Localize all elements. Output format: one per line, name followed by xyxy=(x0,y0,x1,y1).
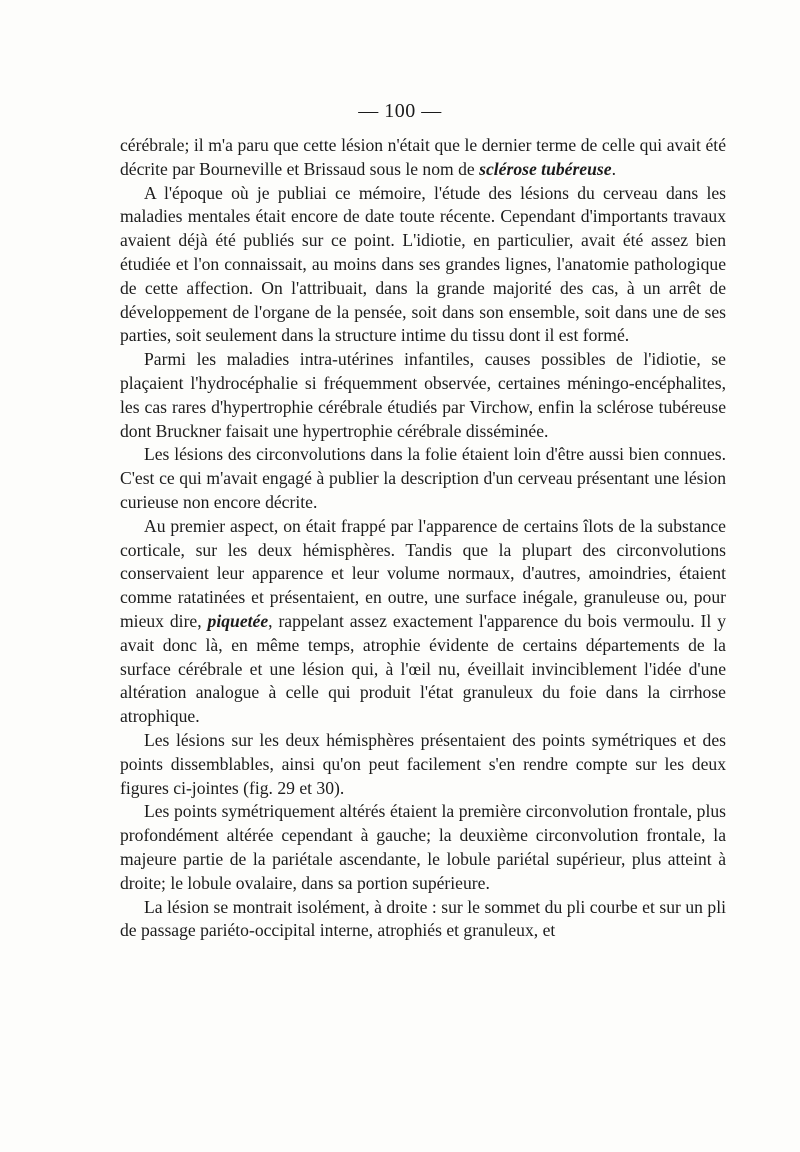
paragraph xyxy=(120,443,726,514)
paragraph xyxy=(120,800,726,895)
page-number: — 100 — xyxy=(358,100,442,122)
text-segment: A l'époque où je publiai ce mémoire, l'étude des lésions du cerveau dans les maladies mentales était encore de date toute récente. Cependant d'importants travaux avaient déjà été publiés sur ce point. L'idiotie, en particulier, avait été assez bien étudiée et l'on connaissait, au moins dans ses grandes lignes, l'anatomie pathologique de cette affection. On l'attribuait, dans la grande majorité des cas, à un arrêt de développement de l'organe de la pensée, soit dans son ensemble, soit dans une de ses parties, soit seulement dans la structure intime du tissu dont il est formé. xyxy=(120,182,726,346)
text-segment: Au premier aspect, on était frappé par l'apparence de certains îlots de la substance corticale, sur les deux hémisphères. Tandis que la plupart des circonvolutions conservaient leur apparence et leur volume normaux, d'autres, amoindries, étaient comme ratatinées et présentaient, en outre, une surface inégale, granuleuse ou, pour mieux dire, xyxy=(120,515,726,631)
text-segment: Les lésions des circonvolutions dans la folie étaient loin d'être aussi bien connues. C'est ce qui m'avait engagé à publier la description d'un cerveau présentant une lésion curieuse non encore décrite. xyxy=(120,444,726,512)
body-text xyxy=(120,134,726,943)
text-segment: Parmi les maladies intra-utérines infantiles, causes possibles de l'idiotie, se plaçaient l'hydrocéphalie si fréquemment observée, certaines méningo-encéphalites, les cas rares d'hypertrophie cérébrale étudiés par Virchow, enfin la sclérose tubéreuse dont Bruckner faisait une hypertrophie cérébrale disséminée. xyxy=(120,349,726,441)
text-segment: Les points symétriquement altérés étaient la première circonvolution frontale, plus profondément altérée cependant à gauche; la deuxième circonvolution frontale, la majeure partie de la pariétale ascendante, le lobule pariétal supérieur, plus atteint à droite; le lobule ovalaire, dans sa portion supérieure. xyxy=(120,801,726,893)
paragraph xyxy=(120,134,726,182)
text-segment: cérébrale; il m'a paru que cette lésion n'était que le dernier terme de celle qui avait été décrite par Bourneville et Brissaud sous le nom de xyxy=(120,135,726,179)
text-segment: Les lésions sur les deux hémisphères présentaient des points symétriques et des points dissemblables, ainsi qu'on peut facilement s'en rendre compte sur les deux figures ci-jointes (fig. 29 et 30). xyxy=(120,729,726,798)
italic-term-piquetee: piquetée xyxy=(207,610,269,631)
text-segment: La lésion se montrait isolément, à droite : sur le sommet du pli courbe et sur un pli de passage pariéto-occipital interne, atrophiés et granuleux, et xyxy=(120,896,726,941)
italic-term-sclerose-tubereuse: sclérose tubéreuse xyxy=(479,158,612,179)
text-segment: , rappelant assez exactement l'apparence du bois vermoulu. Il y avait donc là, en même temps, atrophie évidente de certains départements de la surface cérébrale et une lésion qui, à l'œil nu, éveillait invinciblement l'idée d'une altération analogue à celle qui produit l'état granuleux du foie dans la cirrhose atrophique. xyxy=(120,610,726,727)
text-segment: . xyxy=(611,158,616,179)
paragraph xyxy=(120,729,726,800)
paragraph xyxy=(120,348,726,443)
paragraph xyxy=(120,896,726,944)
paragraph xyxy=(120,182,726,349)
paragraph xyxy=(120,515,726,729)
